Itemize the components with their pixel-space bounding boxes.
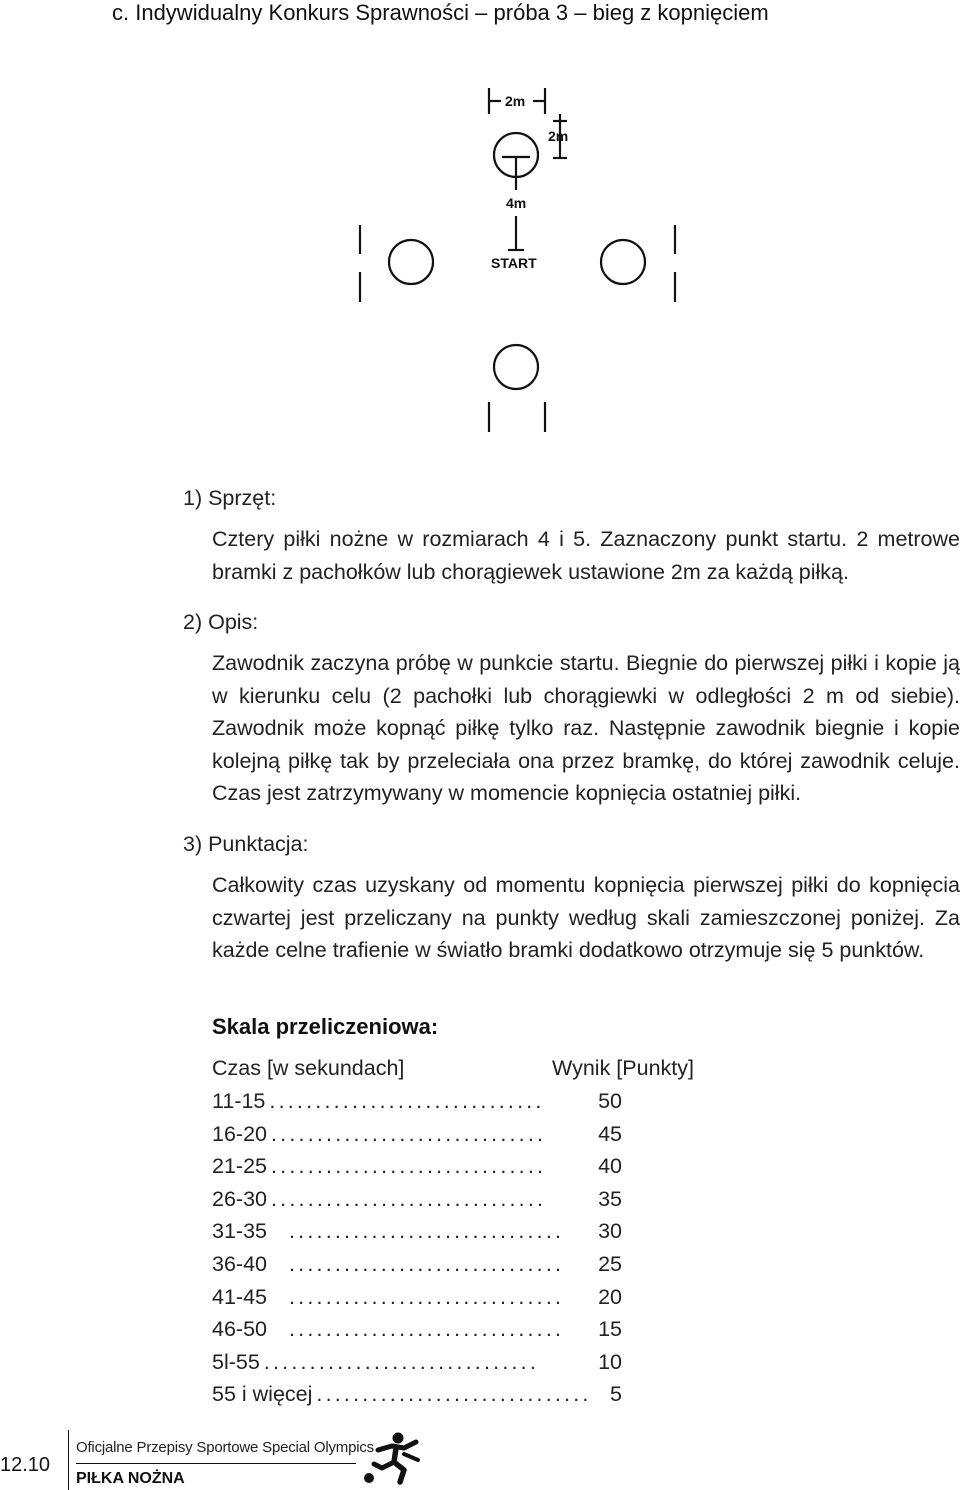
scale-points: 5 [610,1382,622,1407]
footer-rule [76,1463,356,1464]
scoring-heading: 3) Punktacja: [183,832,309,856]
scale-row [212,1281,622,1314]
scale-time: 16-20 [212,1121,267,1146]
leader-dots: .............................. [271,1186,547,1211]
start-label: START [491,255,537,271]
scale-points: 20 [598,1284,622,1309]
scale-points: 25 [598,1251,622,1276]
scoring-text: Całkowity czas uzyskany od momentu kopnięcia pierwszej piłki do kopnięcia czwartej jest przeliczany na punkty według skali zamieszczonej poniżej. Za każde celne trafienie w światło bramki dodatkowo otrzymuje się 5 punktów. [212,873,960,962]
description-text: Zawodnik zaczyna próbę w punkcie startu. Biegnie do pierwszej piłki i kopie ją w kierunku celu (2 pachołki lub chorągiewki w odległości 2 m od siebie). Zawodnik może kopnąć piłkę tylko raz. Następnie zawodnik biegnie i kopie kolejną piłkę tak by przeleciała ona przez bramkę, do której zawodnik celuje. Czas jest zatrzymywany w momencie kopnięcia ostatniej piłki. [212,651,960,805]
footer-divider [68,1430,69,1490]
description-heading: 2) Opis: [183,610,259,634]
scale-time: 11-15 [212,1089,266,1113]
course-diagram [0,0,960,470]
scale-row [212,1085,622,1118]
scale-points: 40 [598,1154,622,1179]
ball-icon [389,240,433,284]
scale-row [212,1313,622,1346]
scale-title: Skala przeliczeniowa: [212,1014,439,1039]
soccer-player-icon [360,1430,436,1486]
scale-column-time: Czas [w sekundach] [212,1056,405,1080]
equipment-heading: 1) Sprzęt: [183,486,277,510]
scale-column-points: Wynik [Punkty] [552,1056,694,1080]
scale-time: 36-40 [212,1251,267,1276]
leader-dots: .............................. [289,1251,565,1276]
scale-time: 31-35 [212,1219,267,1244]
scale-table [212,1085,622,1411]
scale-time: 46-50 [212,1317,267,1342]
gate-width-label: 2m [505,93,526,109]
page-title: c. Indywidualny Konkurs Sprawności – próba 3 – bieg z kopnięciem [112,0,769,25]
scale-points: 45 [598,1121,622,1146]
leader-dots: .............................. [263,1349,540,1374]
ball-icon [494,345,538,389]
scale-row [212,1150,622,1183]
scale-time: 55 i więcej [212,1382,313,1407]
scale-points: 50 [598,1089,622,1113]
scale-time: 41-45 [212,1284,267,1309]
scale-row [212,1118,622,1151]
start-distance-label: 4m [506,195,527,211]
publication-name: Oficjalne Przepisy Sportowe Special Olympics [76,1439,374,1456]
scale-row [212,1248,622,1281]
scale-time: 5l-55 [212,1349,260,1374]
ball-icon [601,240,645,284]
leader-dots: .............................. [271,1121,547,1146]
scale-points: 35 [598,1186,622,1211]
gate-distance-label: 2m [548,128,569,144]
scale-points: 30 [598,1219,622,1244]
page-number: 12.10 [0,1454,51,1476]
scale-row [212,1215,622,1248]
leader-dots: .............................. [289,1317,565,1342]
leader-dots: .............................. [271,1154,547,1179]
leader-dots: .............................. [289,1284,565,1309]
scale-points: 15 [598,1317,622,1342]
leader-dots: .............................. [289,1219,565,1244]
scale-row [212,1183,622,1216]
sport-name: PIŁKA NOŻNA [76,1470,185,1487]
scale-row [212,1378,622,1411]
scale-points: 10 [598,1349,622,1374]
scale-time: 21-25 [212,1154,267,1179]
leader-dots: .............................. [269,1089,545,1113]
leader-dots: .............................. [316,1382,592,1407]
scale-row [212,1346,622,1379]
equipment-text: Cztery piłki nożne w rozmiarach 4 i 5. Zaznaczony punkt startu. 2 metrowe bramki z pachołków lub chorągiewek ustawione 2m za każdą piłką. [212,527,960,584]
scale-time: 26-30 [212,1186,267,1211]
